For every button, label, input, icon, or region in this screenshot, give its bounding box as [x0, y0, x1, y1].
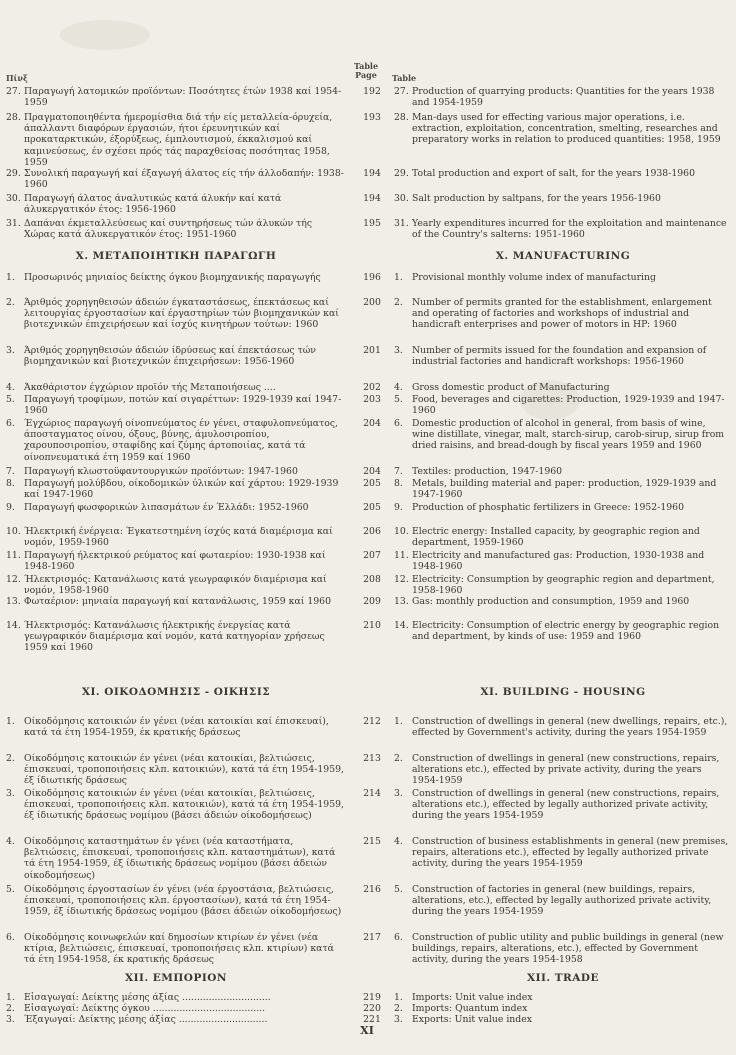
row-page-number: 212 [363, 716, 381, 727]
row-english-text: Electricity: Consumption of electric energy by geographic region and department, by kinds of use: 1959 and 1960 [412, 620, 720, 643]
row-page-number: 217 [363, 932, 381, 943]
row-greek-text: Οίκοδόμησις έργοστασίων έν γένει (νέα έργοστάσια, βελτιώσεις, έπισκευαί, τροποποιήσεις κλπ. έργοστασίων), κατά τά έτη 1954-1959, έξ ίδιωτικής δράσεως νομίμου (βάσει άδειών οίκοδομήσεως) [24, 884, 342, 918]
row-english-text: Production of quarrying products: Quantities for the years 1938 and 1954-1959 [412, 86, 715, 109]
row-english-text: Imports: Quantum index [412, 1003, 528, 1014]
row-english-text: Electricity and manufactured gas: Production, 1930-1938 and 1948-1960 [412, 550, 705, 573]
paper-stain [520, 380, 580, 420]
row-page-number: 208 [363, 574, 381, 585]
row-greek-text: Παραγωγή φωσφορικών λιπασμάτων έν Έλλάδι: 1952-1960 [24, 502, 309, 513]
row-english-text: Construction of dwellings in general (new constructions, repairs, alterations etc.), effected by legally authorized private activity, during the years 1954-1959 [412, 788, 720, 822]
row-english-text: Metals, building material and paper: production, 1929-1939 and 1947-1960 [412, 478, 717, 501]
row-greek-text: Πραγματοποιηθέντα ήμερομίσθια διά τήν είς μεταλλεία-όρυχεία, άπαλλαντι διαφόρων έργασιών, ήτοι έρευνητικών καί προκαταρκτικών, έξορύξεως, έμπλουτισμού, έκκαλισμού καί καμινεύσεως, έν σχέσει πρός τάς παραχθείσας ποσότητας 1958, 1959 [24, 112, 333, 168]
table-page-header-top: Table [353, 61, 379, 71]
row-english-text: Gross domestic product of Manufacturing [412, 382, 610, 393]
row-english-text: Imports: Unit value index [412, 992, 533, 1003]
row-english-text: Food, beverages and cigarettes: Production, 1929-1939 and 1947-1960 [412, 394, 725, 417]
row-page-number: 192 [363, 86, 381, 97]
row-page-number: 204 [363, 466, 381, 477]
row-page-number: 215 [363, 836, 381, 847]
table-page-header-bottom: Page [355, 70, 377, 80]
row-greek-text: Παραγωγή λατομικών προϊόντων: Ποσότητες έτών 1938 καί 1954-1959 [24, 86, 342, 109]
row-english-text: Construction of factories in general (new buildings, repairs, alterations, etc.), effected by legally authorized private activity, during the years 1954-1959 [412, 884, 712, 918]
row-english-text: Production of phosphatic fertilizers in Greece: 1952-1960 [412, 502, 685, 513]
row-page-number: 193 [363, 112, 381, 123]
row-page-number: 204 [363, 418, 381, 429]
row-page-number: 194 [363, 193, 381, 204]
row-english-text: Salt production by saltpans, for the years 1956-1960 [412, 193, 661, 204]
row-english-text: Total production and export of salt, for the years 1938-1960 [412, 168, 696, 179]
row-page-number: 214 [363, 788, 381, 799]
row-page-number: 201 [363, 345, 381, 356]
row-greek-text: Προσωρινός μηνιαίος δείκτης όγκου βιομηχανικής παραγωγής [24, 272, 321, 283]
row-english-text: Provisional monthly volume index of manufacturing [412, 272, 656, 283]
row-greek-text: Παραγωγή ήλεκτρικού ρεύματος καί φωταερίου: 1930-1938 καί 1948-1960 [24, 550, 326, 573]
row-english-text: Electricity: Consumption by geographic region and department, 1958-1960 [412, 574, 715, 597]
row-english-text: Yearly expenditures incurred for the exploitation and maintenance of the Country's salterns: 1951-1960 [412, 218, 727, 241]
row-page-number: 207 [363, 550, 381, 561]
row-page-number: 205 [363, 502, 381, 513]
row-page-number: 205 [363, 478, 381, 489]
row-greek-text: Άριθμός χορηγηθεισών άδειών ίδρύσεως καί έπεκτάσεως τών βιομηχανικών καί βιοτεχνικών έπιχειρήσεων: 1956-1960 [24, 345, 316, 368]
row-page-number: 196 [363, 272, 381, 283]
row-english-text: Exports: Unit value index [412, 1014, 532, 1025]
row-greek-text: Οίκοδόμησις κατοικιών έν γένει (νέαι κατοικίαι, βελτιώσεις, έπισκευαί, τροποποιήσεις κλπ. κατοικιών), κατά τά έτη 1954-1959, έξ ίδιωτικής δράσεως νομίμου (βάσει άδειών οίκοδομήσεως) [24, 788, 345, 822]
row-page-number: 203 [363, 394, 381, 405]
row-greek-text: Έξαγωγαί: Δείκτης μέσης άξίας .............................. [24, 1014, 268, 1025]
row-english-text: Electric energy: Installed capacity, by geographic region and department, 1959-1960 [412, 526, 700, 549]
row-greek-text: Ήλεκτρισμός: Κατανάλωσις κατά γεωγραφικόν διαμέρισμα καί νομόν, 1958-1960 [24, 574, 327, 597]
row-greek-text: Συνολική παραγωγή καί έξαγωγή άλατος είς τήν άλλοδαπήν: 1938-1960 [24, 168, 344, 191]
row-greek-text: Οίκοδόμησις κοινωφελών καί δημοσίων κτιρίων έν γένει (νέα κτίρια, βελτιώσεις, έπισκευαί, τροποποιήσεις κλπ. κτιρίων) κατά τά έτη 1954-1958, έκ κρατικής δράσεως [24, 932, 334, 966]
row-greek-text: Παραγωγή μολύβδου, οίκοδομικών ύλικών καί χάρτου: 1929-1939 καί 1947-1960 [24, 478, 339, 501]
row-greek-text: Έγχώριος παραγωγή οίνοπνεύματος έν γένει, σταφυλοπνεύματος, άποσταγματος οίνου, όξους, βύνης, άμυλοσιροπίου, χαρουποσιροπίου, σταφίδης καί ζύμης άρτοποιίας, κατά τά οίνοπνευματικά έτη 1959 καί 1960 [24, 418, 338, 463]
row-page-number: 194 [363, 168, 381, 179]
row-english-text: Man-days used for effecting various major operations, i.e. extraction, exploitation, concentration, smelting, researches and preparatory works in relation to produced quantities: 1958, 1959 [412, 112, 721, 146]
row-english-text: Domestic production of alcohol in general, from basis of wine, wine distillate, vinegar, malt, starch-sirup, carob-sirup, sirup from dried raisins, and bread-dough by fiscal years 1959 and 1960 [412, 418, 725, 452]
row-english-text: Construction of business establishments in general (new premises, repairs, alterations etc.), effected by legally authorized private activity, during the years 1954-1959 [412, 836, 729, 870]
row-english-text: Number of permits granted for the establishment, enlargement and operating of factories and workshops of industrial and handicraft enterprises and power of motors in HP: 1960 [412, 297, 712, 331]
paper-stain [60, 20, 150, 50]
row-greek-text: Οίκοδόμησις καταστημάτων έν γένει (νέα καταστήματα, βελτιώσεις, έπισκευαί, τροποποιήσεις κλπ. καταστημάτων), κατά τά έτη 1954-1959, έξ ίδιωτικής δράσεως νομίμου (βάσει άδειών οίκοδομήσεως) [24, 836, 336, 881]
row-page-number: 209 [363, 596, 381, 607]
row-page-number: 213 [363, 753, 381, 764]
row-page-number: 206 [363, 526, 381, 537]
row-greek-text: Φωταέριον: μηνιαία παραγωγή καί κατανάλωσις, 1959 καί 1960 [24, 596, 331, 607]
row-greek-text: Ήλεκτρισμός: Κατανάλωσις ήλεκτρικής ένεργείας κατά γεωγραφικόν διαμέρισμα καί νομόν, κατά κατηγορίαν χρήσεως 1959 καί 1960 [24, 620, 325, 654]
row-greek-text: Οίκοδόμησις κατοικιών έν γένει (νέαι κατοικίαι καί έπισκευαί), κατά τά έτη 1954-1959, έκ κρατικής δράσεως [24, 716, 329, 739]
row-greek-text: Παραγωγή άλατος άναλυτικώς κατά άλυκήν καί κατά άλυκεργατικόν έτος: 1956-1960 [24, 193, 282, 216]
row-greek-text: Εἰσαγωγαί: Δείκτης όγκου ...................................... [24, 1003, 266, 1014]
row-greek-text: Δαπάναι έκμεταλλεύσεως καί συντηρήσεως τών άλυκών τής Χώρας κατά άλυκεργατικόν έτος: 1951-1960 [24, 218, 313, 241]
row-greek-text: Εἰσαγωγαί: Δείκτης μέσης άξίας .............................. [24, 992, 271, 1003]
row-page-number: 219 [363, 992, 381, 1003]
row-page-number: 216 [363, 884, 381, 895]
row-greek-text: Οίκοδόμησις κατοικιών έν γένει (νέαι κατοικίαι, βελτιώσεις, έπισκευαί, τροποποιήσεις κλπ. κατοικιών), κατά τά έτη 1954-1959, έξ ίδιωτικής δράσεως [24, 753, 345, 787]
page-number-footer: XI [360, 1024, 374, 1037]
row-page-number: 195 [363, 218, 381, 229]
row-english-text: Construction of dwellings in general (new constructions, repairs, alterations etc.), effected by private activity, during the years 1954-1959 [412, 753, 720, 787]
row-english-text: Gas: monthly production and consumption, 1959 and 1960 [412, 596, 690, 607]
row-page-number: 200 [363, 297, 381, 308]
row-english-text: Textiles: production, 1947-1960 [412, 466, 563, 477]
row-page-number: 210 [363, 620, 381, 631]
row-page-number: 202 [363, 382, 381, 393]
document-page: Πίνξ Table Page Table 27. Παραγωγή λατομικών προϊόντων: Ποσότητες έτών 1938 καί 1954-1959 192 27. Production of quarrying products: Quantities for the years 1938 and 1954-1959 28. Πραγματοποιηθέντα ήμερομίσθια διά τήν είς μεταλλεία-όρυχεία, άπαλλαντι διαφόρων έργασιών, ήτοι έρευνητικών καί προκαταρκτικών, έξορύξεως, έμπλουτισμού, έκκαλισμού καί καμινεύσεως, έν σχέσει πρός τάς παραχθείσας ποσότητας 1958, 1959 193 28. Man-days used for effecting various major operations, i.e. extraction, exploitation, concentration, smelting, researches and preparatory works in relation to produced quantities: 1958, 1959 29. Συνολική παραγωγή καί έξαγωγή άλατος είς τήν άλλοδαπήν: 1938-1960 194 29. Total production and export of salt, for the years 1938-1960 30. Παραγωγή άλατος άναλυτικώς κατά άλυκήν καί κατά άλυκεργατικόν έτος: 1956-1960 194 30. Salt production by saltpans, for the years 1956-1960 31. Δαπάναι έκμεταλλεύσεως καί συντηρήσεως τών άλυκών τής Χώρας κατά άλυκεργατικόν έτος: 1951-1960 195 31. Yearly expenditures incurred for the exploitation and maintenance of the Country's salterns: 1951-1960 X. ΜΕΤΑΠΟΙΗΤΙΚΗ ΠΑΡΑΓΩΓΗ X. MANUFACTURING 1. Προσωρινός μηνιαίος δείκτης όγκου βιομηχανικής παραγωγής 196 1. Provisional monthly volume index of manufacturing 2. Άριθμός χορηγηθεισών άδειών έγκαταστάσεως, έπεκτάσεως καί λειτουργίας έργοστασίων καί έργαστηρίων τών βιομηχανικών καί βιοτεχνικών έπιχειρήσεων καί ίσχύς κινητήρων τούτων: 1960 200 2. Number of permits granted for the establishment, enlargement and operating of factories and workshops of industrial and handicraft enterprises and power of motors in HP: 1960 3. Άριθμός χορηγηθεισών άδειών ίδρύσεως καί έπεκτάσεως τών βιομηχανικών καί βιοτεχνικών έπιχειρήσεων: 1956-1960 201 3. Number of permits issued for the foundation and expansion of industrial factories and handicraft workshops: 1956-1960 4. Άκαθάριστον έγχώριον προϊόν τής Μεταποιήσεως .... 202 4. Gross domestic product of Manufacturing 5. Παραγωγή τροφίμων, ποτών καί σιγαρέττων: 1929-1939 καί 1947-1960 203 5. Food, beverages and cigarettes: Production, 1929-1939 and 1947-1960 6. Έγχώριος παραγωγή οίνοπνεύματος έν γένει, σταφυλοπνεύματος, άποσταγματος οίνου, όξους, βύνης, άμυλοσιροπίου, χαρουποσιροπίου, σταφίδης καί ζύμης άρτοποιίας, κατά τά οίνοπνευματικά έτη 1959 καί 1960 204 6. Domestic production of alcohol in general, from basis of wine, wine distillate, vinegar, malt, starch-sirup, carob-sirup, sirup from dried raisins, and bread-dough by fiscal years 1959 and 1960 7. Παραγωγή κλωστοϋφαντουργικών προϊόντων: 1947-1960 204 7. Textiles: production, 1947-1960 8. Παραγωγή μολύβδου, οίκοδομικών ύλικών καί χάρτου: 1929-1939 καί 1947-1960 205 8. Metals, building material and paper: production, 1929-1939 and 1947-1960 9. Παραγωγή φωσφορικών λιπασμάτων έν Έλλάδι: 1952-1960 205 9. Production of phosphatic fertilizers in Greece: 1952-1960 10. Ήλεκτρική ένέργεια: Έγκατεστημένη ίσχύς κατά διαμέρισμα καί νομόν, 1959-1960 206 10. Electric energy: Installed capacity, by geographic region and department, 1959-1960 11. Παραγωγή ήλεκτρικού ρεύματος καί φωταερίου: 1930-1938 καί 1948-1960 207 11. Electricity and manufactured gas: Production, 1930-1938 and 1948-1960 12. Ήλεκτρισμός: Κατανάλωσις κατά γεωγραφικόν διαμέρισμα καί νομόν, 1958-1960 208 12. Electricity: Consumption by geographic region and department, 1958-1960 13. Φωταέριον: μηνιαία παραγωγή καί κατανάλωσις, 1959 καί 1960 209 13. Gas: monthly production and consumption, 1959 and 1960 14. Ήλεκτρισμός: Κατανάλωσις ήλεκτρικής ένεργείας κατά γεωγραφικόν διαμέρισμα καί νομόν, κατά κατηγορίαν χρήσεως 1959 καί 1960 210 14. Electricity: Consumption of electric energy by geographic region and department, by kinds of use: 1959 and 1960 XI. ΟΙΚΟΔΟΜΗΣΙΣ - ΟΙΚΗΣΙΣ XI. BUILDING - HOUSING 1. Οίκοδόμησις κατοικιών έν γένει (νέαι κατοικίαι καί έπισκευαί), κατά τά έτη 1954-1959, έκ κρατικής δράσεως 212 1. Construction of dwellings in general (new dwellings, repairs, etc.), effected by Government's activity, during the years 1954-1959 2. Οίκοδόμησις κατοικιών έν γένει (νέαι κατοικίαι, βελτιώσεις, έπισκευαί, τροποποιήσεις κλπ. κατοικιών), κατά τά έτη 1954-1959, έξ ίδιωτικής δράσεως 213 2. Construction of dwellings in general (new constructions, repairs, alterations etc.), effected by private activity, during the years 1954-1959 3. Οίκοδόμησις κατοικιών έν γένει (νέαι κατοικίαι, βελτιώσεις, έπισκευαί, τροποποιήσεις κλπ. κατοικιών), κατά τά έτη 1954-1959, έξ ίδιωτικής δράσεως νομίμου (βάσει άδειών οίκοδομήσεως) 214 3. Construction of dwellings in general (new constructions, repairs, alterations etc.), effected by legally authorized private activity, during the years 1954-1959 4. Οίκοδόμησις καταστημάτων έν γένει (νέα καταστήματα, βελτιώσεις, έπισκευαί, τροποποιήσεις κλπ. καταστημάτων), κατά τά έτη 1954-1959, έξ ίδιωτικής δράσεως νομίμου (βάσει άδειών οίκοδομήσεως) 215 4. Construction of business establishments in general (new premises, repairs, alterations etc.), effected by legally authorized private activity, during the years 1954-1959 5. Οίκοδόμησις έργοστασίων έν γένει (νέα έργοστάσια, βελτιώσεις, έπισκευαί, τροποποιήσεις κλπ. έργοστασίων), κατά τά έτη 1954-1959, έξ ίδιωτικής δράσεως νομίμου (βάσει άδειών οίκοδομήσεως) 216 5. Construction of factories in general (new buildings, repairs, alterations, etc.), effected by legally authorized private activity, during the years 1954-1959 6. Οίκοδόμησις κοινωφελών καί δημοσίων κτιρίων έν γένει (νέα κτίρια, βελτιώσεις, έπισκευαί, τροποποιήσεις κλπ. κτιρίων) κατά τά έτη 1954-1958, έκ κρατικής δράσεως 217 6. Construction of public utility and public buildings in general (new buildings, repairs, alterations, etc.), effected by Government activity, during the years 1954-1958 XII. ΕΜΠΟΡΙΟΝ XII. TRADE 1. Εἰσαγωγαί: Δείκτης μέσης άξίας .............................. 219 1. Imports: Unit value index 2. Εἰσαγωγαί: Δείκτης όγκου ...................................... 220 2. Imports: Quantum index 3. Έξαγωγαί: Δείκτης μέσης άξίας .............................. 221 3. Exports: Unit value index XI [0, 0, 736, 1055]
row-english-text: Number of permits issued for the foundation and expansion of industrial factories and handicraft workshops: 1956-1960 [412, 345, 707, 368]
row-page-number: 220 [363, 1003, 381, 1014]
row-english-text: Construction of public utility and public buildings in general (new buildings, repairs, alterations, etc.), effected by Government activity, during the years 1954-1958 [412, 932, 724, 966]
row-greek-text: Παραγωγή τροφίμων, ποτών καί σιγαρέττων: 1929-1939 καί 1947-1960 [24, 394, 342, 417]
english-column-header: Table [392, 73, 417, 83]
row-english-text: Construction of dwellings in general (new dwellings, repairs, etc.), effected by Government's activity, during the years 1954-1959 [412, 716, 728, 739]
greek-column-header: Πίνξ [6, 73, 28, 83]
row-greek-text: Άριθμός χορηγηθεισών άδειών έγκαταστάσεως, έπεκτάσεως καί λειτουργίας έργοστασίων καί έργαστηρίων τών βιομηχανικών καί βιοτεχνικών έπιχειρήσεων καί ίσχύς κινητήρων τούτων: 1960 [24, 297, 339, 331]
row-page-number: 221 [363, 1014, 381, 1025]
row-greek-text: Άκαθάριστον έγχώριον προϊόν τής Μεταποιήσεως .... [24, 382, 276, 393]
row-greek-text: Ήλεκτρική ένέργεια: Έγκατεστημένη ίσχύς κατά διαμέρισμα καί νομόν, 1959-1960 [24, 526, 333, 549]
row-greek-text: Παραγωγή κλωστοϋφαντουργικών προϊόντων: 1947-1960 [24, 466, 298, 477]
